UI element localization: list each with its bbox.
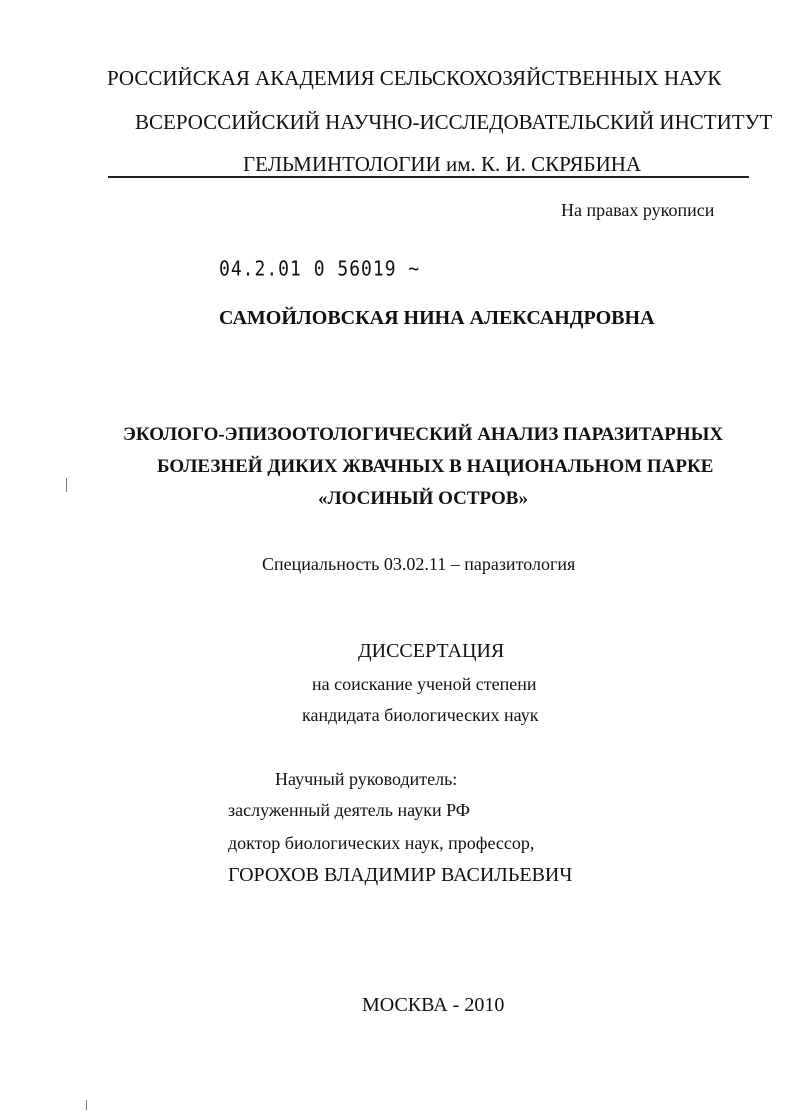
specialty: Специальность 03.02.11 – паразитология [262,554,576,574]
city-year: МОСКВА - 2010 [362,994,505,1016]
title-line1: ЭКОЛОГО-ЭПИЗООТОЛОГИЧЕСКИЙ АНАЛИЗ ПАРАЗИТАРНЫХ [123,424,724,445]
supervisor-name: ГОРОХОВ ВЛАДИМИР ВАСИЛЬЕВИЧ [228,864,573,886]
scan-mark [86,1100,87,1110]
title-line2: БОЛЕЗНЕЙ ДИКИХ ЖВАЧНЫХ В НАЦИОНАЛЬНОМ ПАРКЕ [157,456,714,477]
scan-mark [66,478,67,492]
manuscript-note: На правах рукописи [561,200,715,220]
institute-name-line1: ВСЕРОССИЙСКИЙ НАУЧНО-ИССЛЕДОВАТЕЛЬСКИЙ ИНСТИТУТ [135,110,773,134]
institute-name-line2: ГЕЛЬМИНТОЛОГИИ им. К. И. СКРЯБИНА [243,152,642,176]
supervisor-title1: заслуженный деятель науки РФ [228,800,470,820]
dissertation-label: ДИССЕРТАЦИЯ [358,640,505,662]
dissertation-purpose-line2: кандидата биологических наук [302,705,539,725]
header-divider [108,176,749,178]
registration-stamp: 04.2.01 0 56019 ~ [219,257,421,282]
title-line3: «ЛОСИНЫЙ ОСТРОВ» [318,488,528,509]
supervisor-label: Научный руководитель: [275,769,458,789]
academy-name: РОССИЙСКАЯ АКАДЕМИЯ СЕЛЬСКОХОЗЯЙСТВЕННЫХ НАУК [107,66,722,90]
supervisor-title2: доктор биологических наук, профессор, [228,833,535,853]
author-name: САМОЙЛОВСКАЯ НИНА АЛЕКСАНДРОВНА [219,307,655,329]
dissertation-purpose-line1: на соискание ученой степени [312,674,537,694]
